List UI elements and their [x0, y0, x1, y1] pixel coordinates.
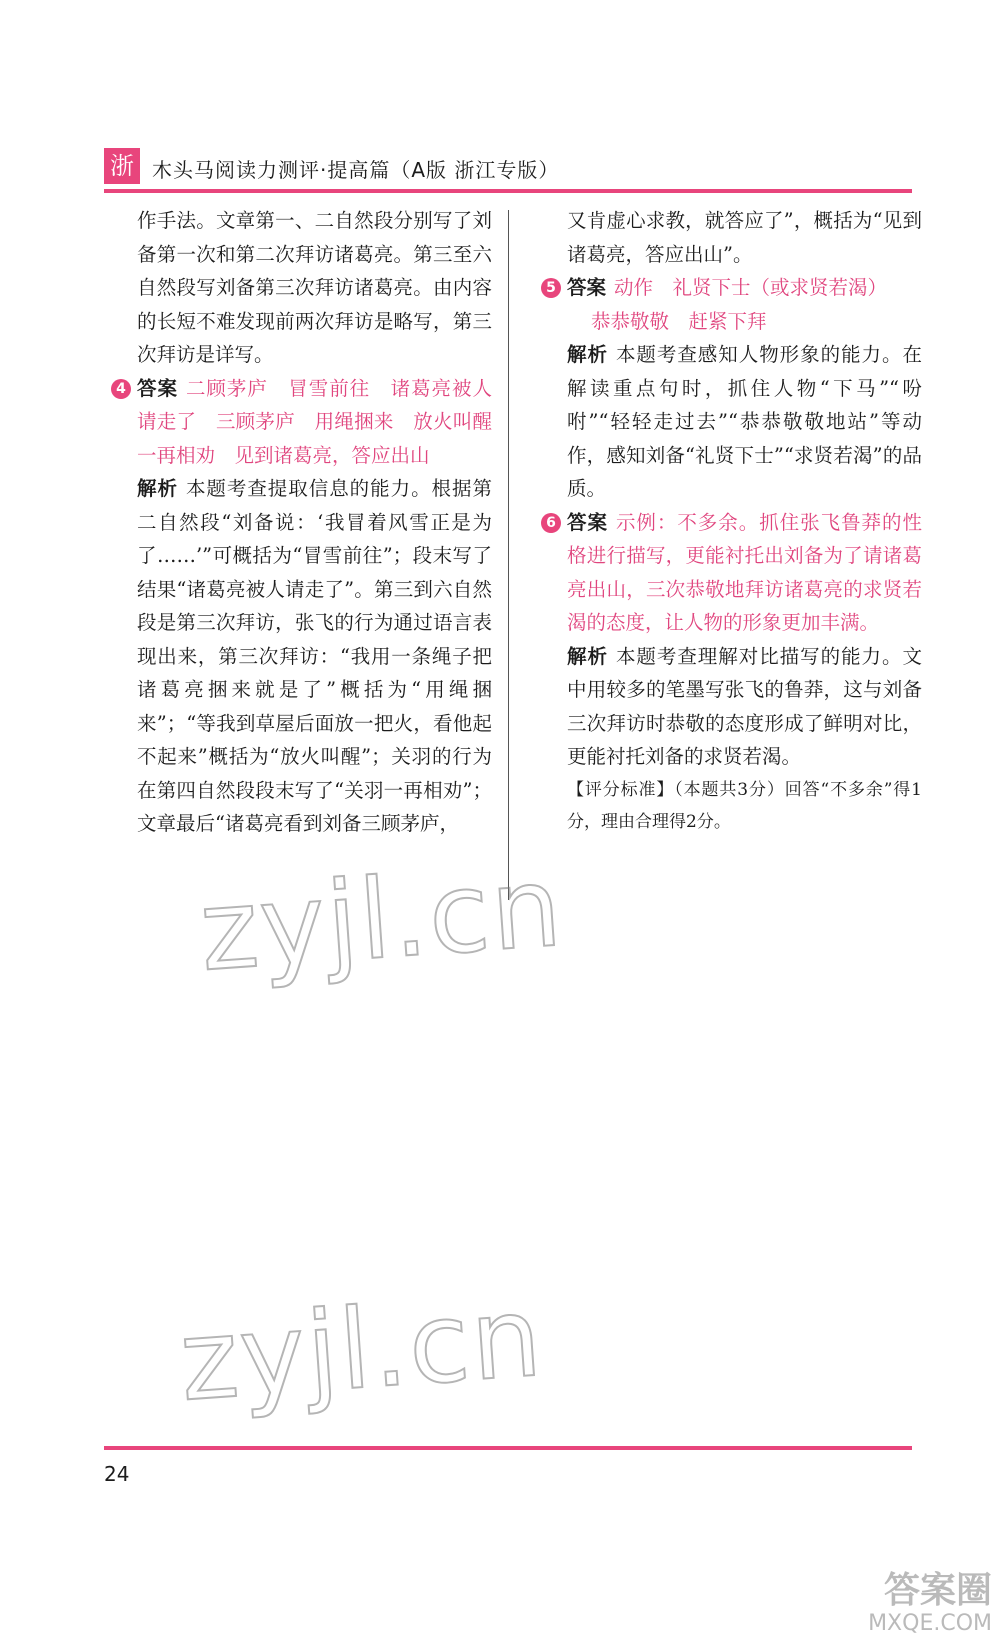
answer-text: 二顾茅庐 冒雪前往 诸葛亮被人请走了 三顾茅庐 用绳捆来 放火叫醒 一再相劝 见到诸葛亮，答应出山 — [137, 376, 512, 467]
analysis-label: 解析 — [137, 477, 178, 500]
province-badge: 浙 — [104, 148, 140, 184]
answer-label: 答案 — [567, 276, 607, 299]
question-number-badge: 4 — [111, 379, 131, 399]
answer-text: 动作 礼贤下士（或求贤若渴） — [614, 276, 888, 299]
book-title: 木头马阅读力测评·提高篇（A版 浙江专版） — [152, 158, 560, 182]
right-continuation-text: 又肯虚心求教，就答应了”，概括为“见到诸葛亮，答应出山”。 — [567, 209, 922, 266]
question-5 — [546, 271, 922, 506]
analysis-label: 解析 — [567, 644, 608, 668]
watermark-lower: zyjl.cn — [175, 1272, 548, 1426]
header-rule — [104, 189, 912, 193]
question-number-badge: 5 — [541, 278, 561, 298]
scoring-criteria: 【评分标准】（本题共3分）回答“不多余”得1分，理由合理得2分。 — [567, 779, 922, 832]
analysis-text: 本题考查理解对比描写的能力。文中用较多的笔墨写张飞的鲁莽，这与刘备三次拜访时恭敬的态度形成了鲜明对比，更能衬托刘备的求贤若渴。 — [567, 644, 922, 768]
left-continuation-text: 作手法。文章第一、二自然段分别写了刘备第一次和第二次拜访诸葛亮。第三至六自然段写刘备第三次拜访诸葛亮。由内容的长短不难发现前两次拜访是略写，第三次拜访是详写。 — [137, 209, 492, 366]
column-divider — [508, 210, 509, 900]
answer-label: 答案 — [567, 510, 608, 534]
answer-label: 答案 — [137, 376, 178, 400]
footer-rule — [104, 1446, 912, 1450]
analysis-text: 本题考查提取信息的能力。根据第二自然段“刘备说：‘我冒着风雪正是为了……’”可概括为“冒雪前往”；段末写了结果“诸葛亮被人请走了”。第三到六自然段是第三次拜访，张飞的行为通过语言表现出来，第三次拜访：“我用一条绳子把诸葛亮捆来就是了”概括为“用绳捆来”；“等我到草屋后面放一把火，看他起不起来”概括为“放火叫醒”；关羽的行为在第四自然段段末写了“关羽一再相劝”；文章最后“诸葛亮看到刘备三顾茅庐， — [137, 477, 492, 835]
page-number: 24 — [104, 1462, 130, 1486]
corner-watermark-logo: 答案圈 — [883, 1570, 992, 1611]
corner-watermark-url: MXQE.COM — [868, 1611, 992, 1636]
question-4 — [116, 372, 512, 841]
answer-text-continued: 恭恭敬敬 赶紧下拜 — [591, 309, 767, 333]
corner-watermark — [822, 1571, 992, 1643]
left-column — [116, 204, 512, 841]
question-6 — [546, 506, 922, 838]
page-header — [104, 148, 912, 188]
question-number-badge: 6 — [541, 513, 561, 533]
analysis-label: 解析 — [567, 343, 608, 366]
answer-text: 示例：不多余。抓住张飞鲁莽的性格进行描写，更能衬托出刘备为了请诸葛亮出山，三次恭敬地拜访诸葛亮的求贤若渴的态度，让人物的形象更加丰满。 — [567, 510, 922, 634]
watermark-upper: zyjl.cn — [195, 842, 568, 996]
right-column — [546, 204, 922, 838]
analysis-text: 本题考查感知人物形象的能力。在解读重点句时，抓住人物“下马”“吩咐”“轻轻走过去”“恭恭敬敬地站”等动作，感知刘备“礼贤下士”“求贤若渴”的品质。 — [567, 343, 922, 500]
